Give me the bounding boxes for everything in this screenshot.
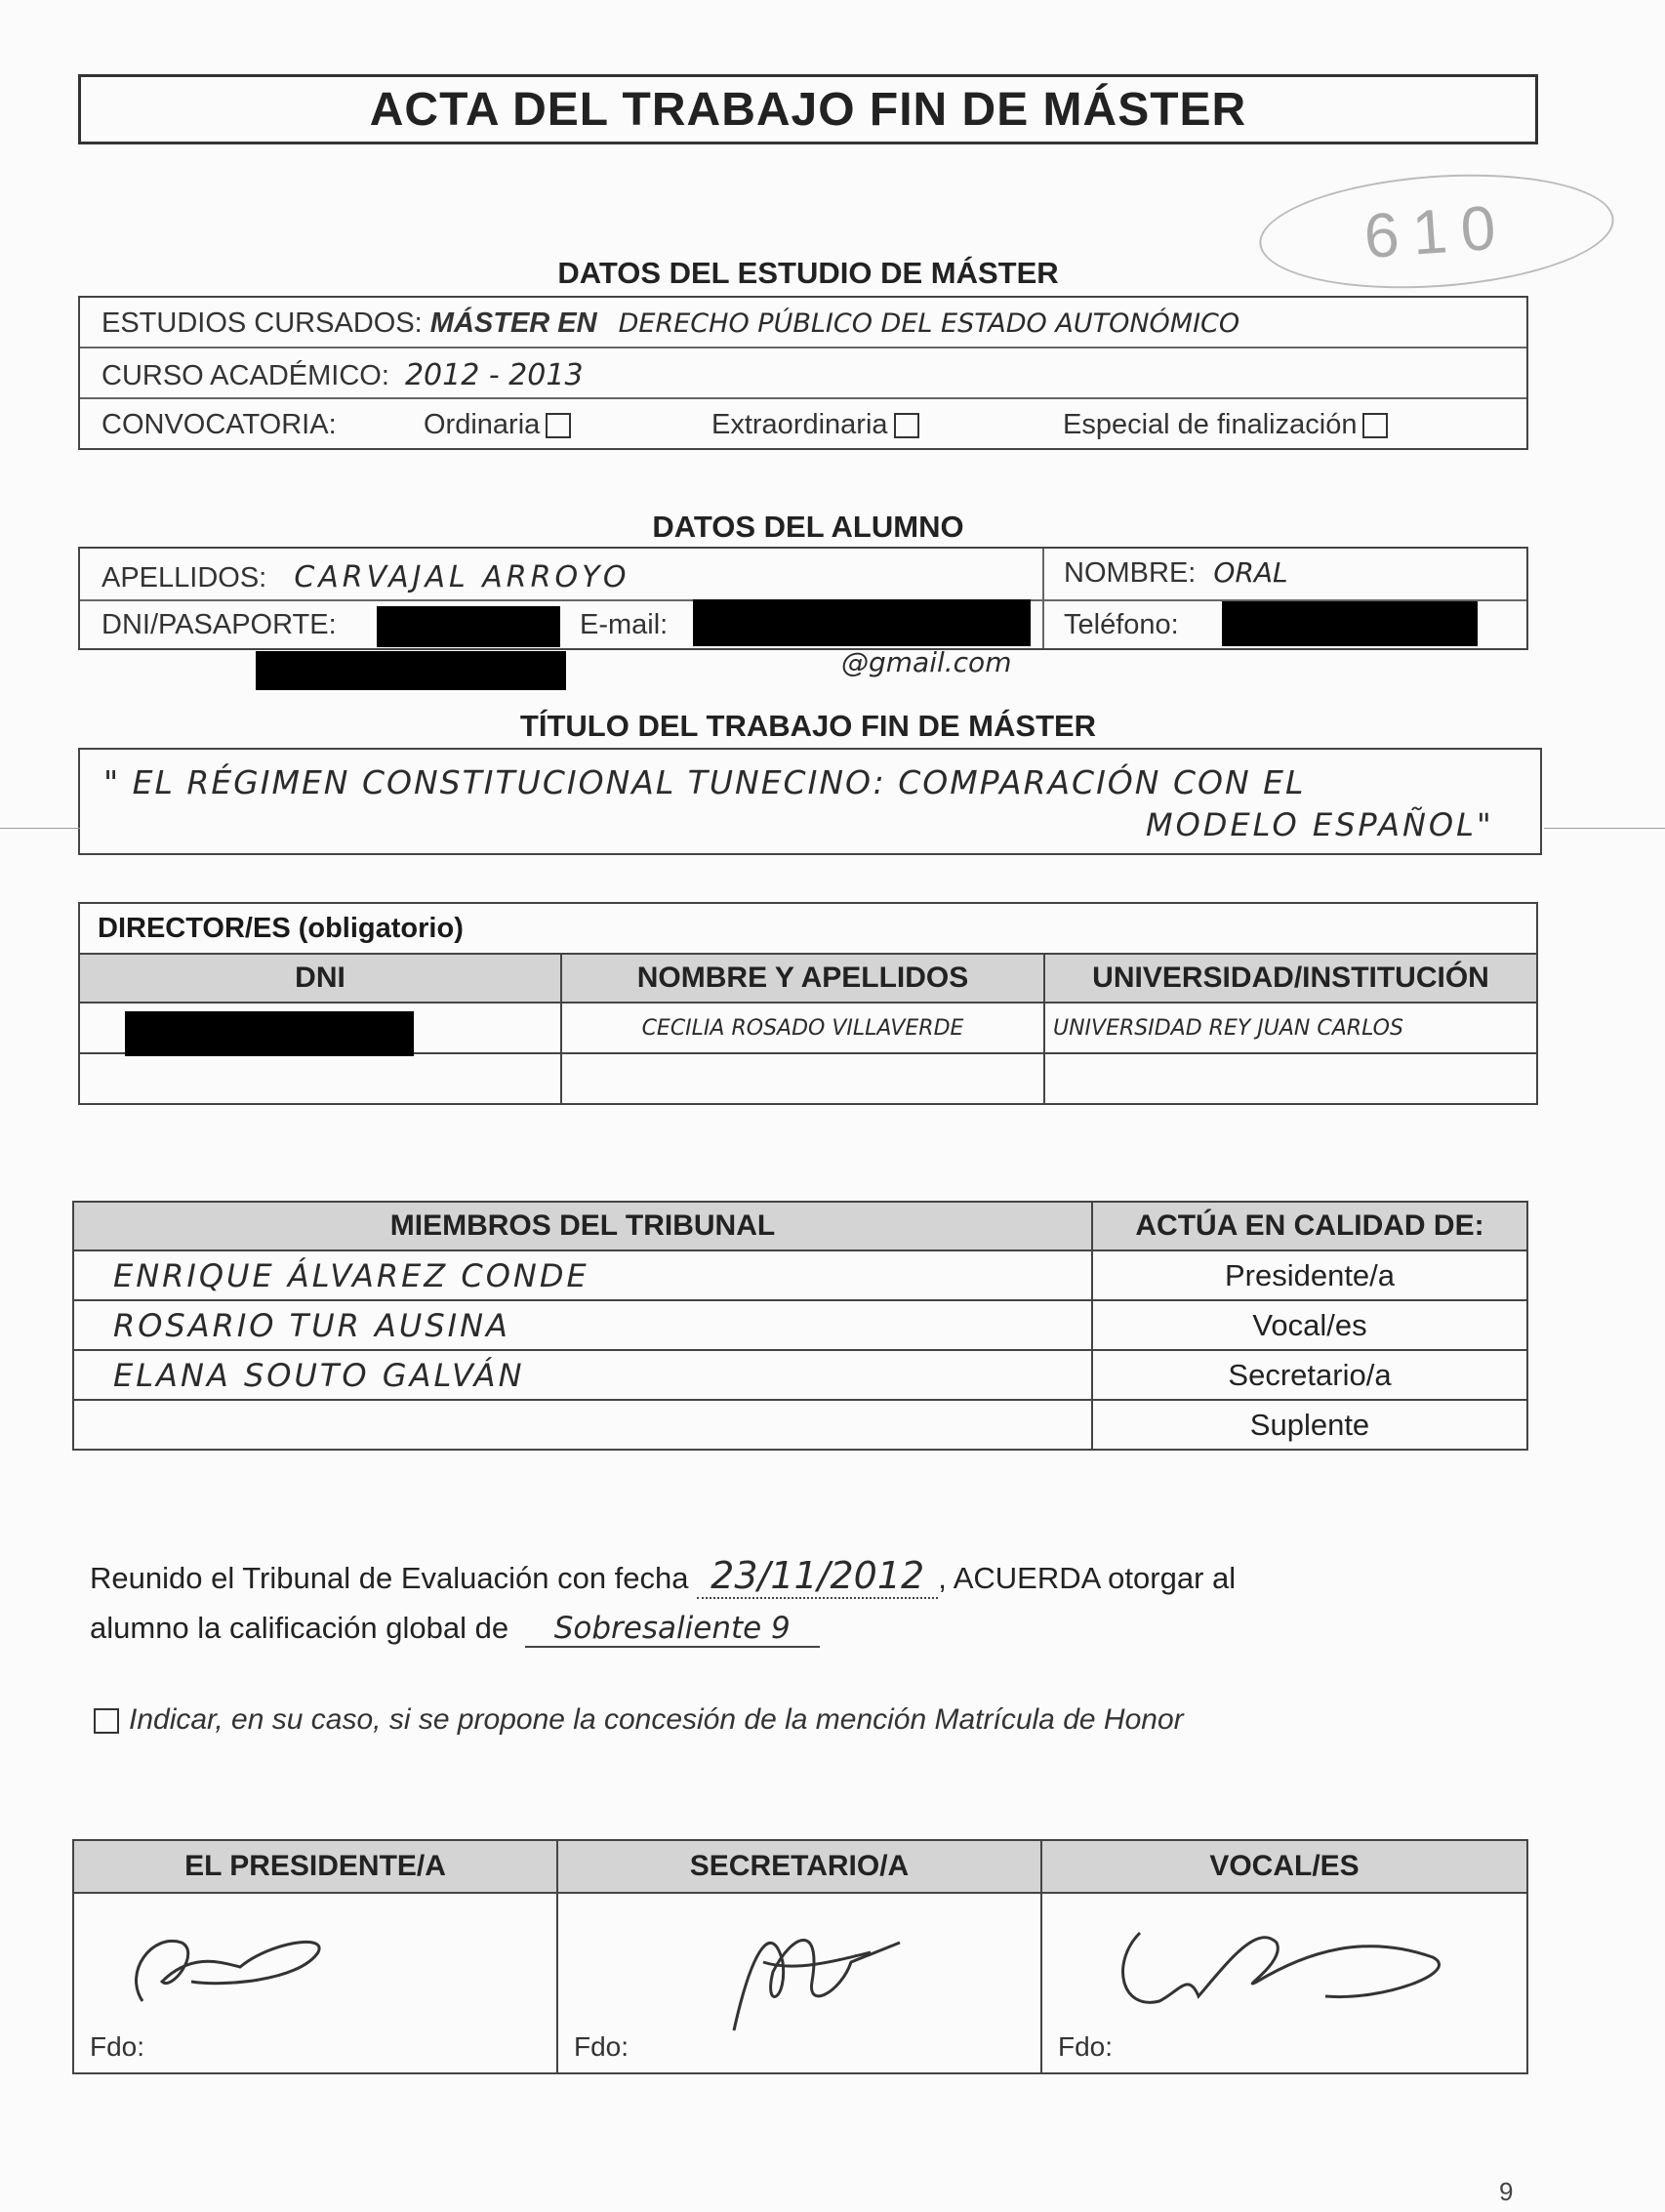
convocatoria-label: CONVOCATORIA: bbox=[102, 409, 337, 440]
redacted-email bbox=[693, 599, 1031, 646]
option-extraordinaria[interactable]: Extraordinaria bbox=[711, 409, 919, 441]
director-empty-cell bbox=[1044, 1053, 1537, 1104]
nombre-value: ORAL bbox=[1213, 556, 1288, 589]
signature-vocal bbox=[1091, 1904, 1482, 2030]
curso-value: 2012 - 2013 bbox=[404, 358, 584, 392]
estudios-label: ESTUDIOS CURSADOS: bbox=[102, 307, 423, 339]
signature-secretario bbox=[705, 1904, 919, 2050]
col-nombre: NOMBRE Y APELLIDOS bbox=[561, 954, 1044, 1003]
titulo-line-2: MODELO ESPAÑOL" bbox=[1146, 806, 1494, 843]
titulo-line-1: " EL RÉGIMEN CONSTITUCIONAL TUNECINO: COMPARACIÓN CON EL bbox=[103, 763, 1306, 801]
scan-line bbox=[0, 828, 80, 829]
estudios-prefix: MÁSTER EN bbox=[429, 307, 597, 339]
col-secretario: SECRETARIO/A bbox=[557, 1840, 1041, 1893]
redacted-dni bbox=[377, 606, 560, 647]
dni-label: DNI/PASAPORTE: bbox=[102, 609, 337, 640]
registry-stamp: 610 bbox=[1255, 163, 1617, 299]
scan-line bbox=[1544, 828, 1665, 829]
curso-label: CURSO ACADÉMICO: bbox=[102, 360, 389, 391]
apellidos-value: CARVAJAL ARROYO bbox=[294, 560, 630, 594]
acuerdo-fecha: 23/11/2012 bbox=[697, 1554, 938, 1599]
tribunal-member-1: ENRIQUE ÁLVAREZ CONDE bbox=[73, 1250, 1092, 1300]
signature-cell-secretario bbox=[557, 1893, 1041, 2073]
tribunal-role-2: Vocal/es bbox=[1092, 1300, 1527, 1350]
col-presidente: EL PRESIDENTE/A bbox=[73, 1840, 557, 1893]
director-empty-cell bbox=[561, 1053, 1044, 1104]
email-label: E-mail: bbox=[580, 609, 669, 640]
matricula-option[interactable]: Indicar, en su caso, si se propone la concesión de la mención Matrícula de Honor bbox=[94, 1703, 1184, 1737]
email-suffix: @gmail.com bbox=[841, 646, 1012, 678]
tribunal-role-4: Suplente bbox=[1092, 1400, 1527, 1450]
acuerdo-calificacion: Sobresaliente 9 bbox=[525, 1611, 820, 1648]
checkbox-icon bbox=[546, 413, 571, 438]
estudio-box bbox=[78, 296, 1528, 450]
director-table bbox=[78, 902, 1538, 1105]
signature-table bbox=[72, 1839, 1528, 2074]
acuerdo-line-1: Reunido el Tribunal de Evaluación con fecha 23/11/2012 , ACUERDA otorgar al bbox=[90, 1554, 1237, 1597]
option-especial[interactable]: Especial de finalización bbox=[1063, 409, 1388, 441]
redacted-director-dni bbox=[125, 1011, 414, 1056]
col-dni: DNI bbox=[79, 954, 561, 1003]
col-universidad: UNIVERSIDAD/INSTITUCIÓN bbox=[1044, 954, 1537, 1003]
fdo-secretario: Fdo: bbox=[574, 2031, 629, 2062]
document-title: ACTA DEL TRABAJO FIN DE MÁSTER bbox=[78, 74, 1538, 144]
col-miembros: MIEMBROS DEL TRIBUNAL bbox=[73, 1202, 1092, 1250]
checkbox-icon bbox=[1362, 413, 1388, 438]
signature-cell-presidente bbox=[73, 1893, 557, 2073]
estudio-heading: DATOS DEL ESTUDIO DE MÁSTER bbox=[557, 256, 1059, 290]
fdo-presidente: Fdo: bbox=[90, 2031, 145, 2062]
tribunal-member-4 bbox=[73, 1400, 1092, 1450]
tribunal-role-1: Presidente/a bbox=[1092, 1250, 1527, 1300]
signature-cell-vocal bbox=[1041, 1893, 1527, 2073]
estudios-value: DERECHO PÚBLICO DEL ESTADO AUTONÓMICO bbox=[618, 308, 1240, 339]
redacted-dni-extra bbox=[256, 651, 566, 690]
titulo-heading: TÍTULO DEL TRABAJO FIN DE MÁSTER bbox=[519, 709, 1097, 743]
tribunal-role-3: Secretario/a bbox=[1092, 1350, 1527, 1400]
redacted-telefono bbox=[1222, 601, 1478, 646]
checkbox-icon bbox=[894, 413, 919, 438]
telefono-label: Teléfono: bbox=[1064, 609, 1179, 640]
checkbox-icon bbox=[94, 1708, 119, 1734]
fdo-vocal: Fdo: bbox=[1058, 2031, 1114, 2062]
director-empty-cell bbox=[79, 1053, 561, 1104]
nombre-label: NOMBRE: bbox=[1064, 557, 1197, 589]
alumno-heading: DATOS DEL ALUMNO bbox=[652, 510, 964, 544]
col-vocal: VOCAL/ES bbox=[1041, 1840, 1527, 1893]
director-nombre: CECILIA ROSADO VILLAVERDE bbox=[561, 1003, 1044, 1053]
option-ordinaria[interactable]: Ordinaria bbox=[424, 409, 571, 441]
tribunal-table bbox=[72, 1201, 1528, 1451]
col-calidad: ACTÚA EN CALIDAD DE: bbox=[1092, 1202, 1527, 1250]
director-universidad: UNIVERSIDAD REY JUAN CARLOS bbox=[1044, 1003, 1537, 1053]
tribunal-member-2: ROSARIO TUR AUSINA bbox=[73, 1300, 1092, 1350]
page-number: 9 bbox=[1499, 2177, 1514, 2206]
signature-presidente bbox=[103, 1913, 357, 2021]
acuerdo-line-2: alumno la calificación global de Sobresaliente 9 bbox=[90, 1611, 820, 1646]
tribunal-member-3: ELANA SOUTO GALVÁN bbox=[73, 1350, 1092, 1400]
apellidos-label: APELLIDOS: bbox=[102, 562, 267, 594]
director-heading: DIRECTOR/ES (obligatorio) bbox=[79, 903, 1537, 954]
titulo-box bbox=[78, 748, 1542, 855]
